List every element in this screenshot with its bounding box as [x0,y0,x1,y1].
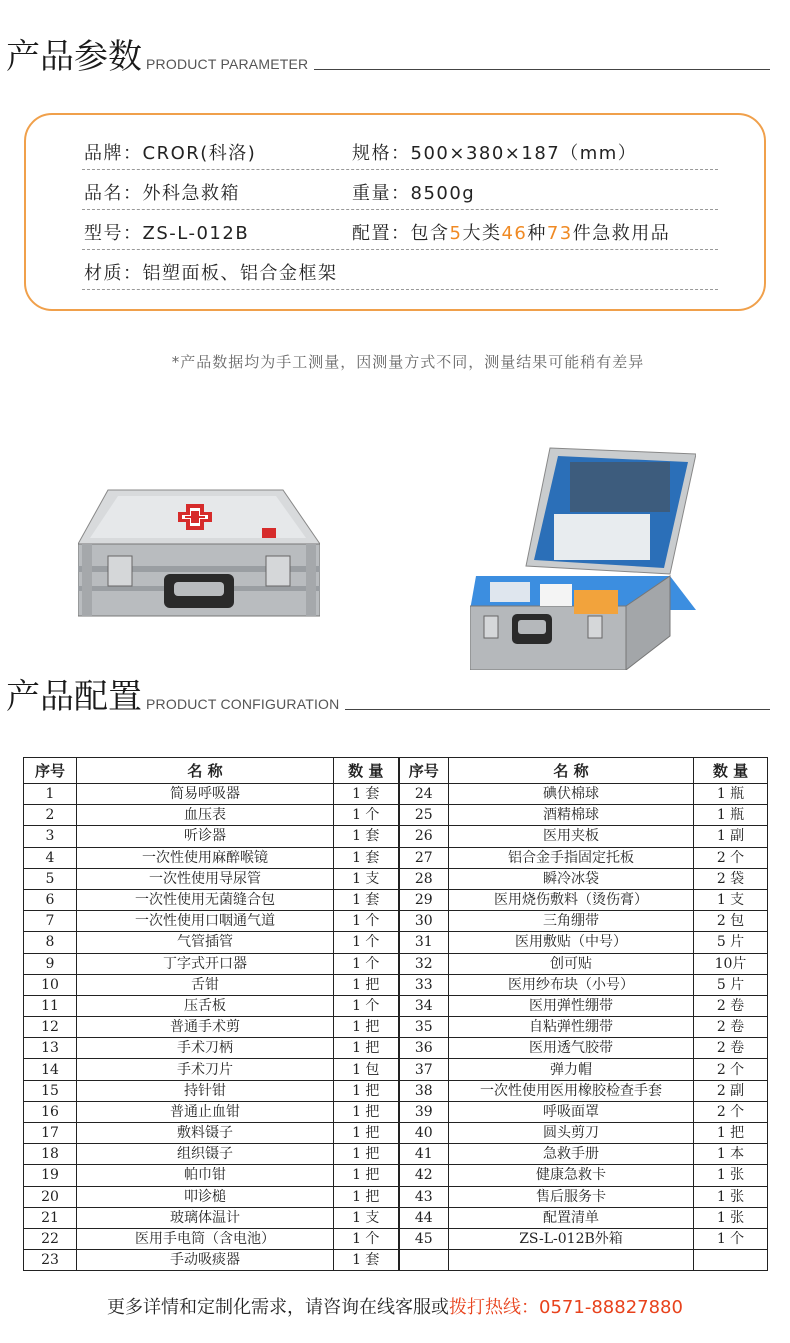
table-cell: 1 张 [694,1165,768,1186]
section-subtitle: PRODUCT PARAMETER [146,56,309,72]
table-cell: 28 [399,868,449,889]
table-cell: 健康急救卡 [449,1165,694,1186]
table-cell: 1 套 [334,826,399,847]
table-cell [399,1250,449,1271]
table-cell: 36 [399,1038,449,1059]
table-cell: 医用敷贴（中号） [449,932,694,953]
column-header: 数 量 [694,758,768,784]
table-cell: 1 把 [334,1080,399,1101]
table-row [24,1144,768,1165]
table-cell: 医用弹性绷带 [449,995,694,1016]
table-cell: 38 [399,1080,449,1101]
table-cell: 5 片 [694,932,768,953]
table-cell: 急救手册 [449,1144,694,1165]
param-name: 品名：外科急救箱 [84,183,240,204]
table-cell: 玻璃体温计 [77,1207,334,1228]
table-cell: 压舌板 [77,995,334,1016]
table-cell: 医用夹板 [449,826,694,847]
table-cell: 34 [399,995,449,1016]
measurement-note: *产品数据均为手工测量，因测量方式不同，测量结果可能稍有差异 [171,353,645,371]
table-row [24,1101,768,1122]
column-header: 数 量 [334,758,399,784]
table-cell: 1 把 [334,1123,399,1144]
table-row [24,1038,768,1059]
table-cell: 组织镊子 [77,1144,334,1165]
column-header: 序号 [399,758,449,784]
table-row [24,826,768,847]
table-cell: 6 [24,889,77,910]
column-header: 名 称 [77,758,334,784]
table-cell: 敷料镊子 [77,1123,334,1144]
table-row [24,847,768,868]
table-cell: 手术刀片 [77,1059,334,1080]
table-cell: 23 [24,1250,77,1271]
table-cell: 1 个 [334,1228,399,1249]
table-cell: 2 卷 [694,995,768,1016]
table-cell: 22 [24,1228,77,1249]
table-cell: 10片 [694,953,768,974]
table-cell: 1 包 [334,1059,399,1080]
table-cell: 叩诊槌 [77,1186,334,1207]
hotline-text: 拨打热线：0571-88827880 [449,1297,683,1318]
table-cell: 25 [399,805,449,826]
table-cell: 5 [24,868,77,889]
column-header: 名 称 [449,758,694,784]
table-cell: 普通止血钳 [77,1101,334,1122]
table-row [24,1250,768,1271]
table-row [24,805,768,826]
table-row [24,1186,768,1207]
table-cell: 1 套 [334,784,399,805]
section-title: 产品配置 [6,677,142,717]
table-cell: 手动吸痰器 [77,1250,334,1271]
table-cell: 12 [24,1017,77,1038]
table-cell [694,1250,768,1271]
table-cell: 2 包 [694,911,768,932]
table-cell: ZS-L-012B外箱 [449,1228,694,1249]
table-cell: 一次性使用麻醉喉镜 [77,847,334,868]
table-row [24,911,768,932]
table-cell: 一次性使用医用橡胶检查手套 [449,1080,694,1101]
divider [345,709,770,710]
open-case-image [470,440,696,670]
table-row [24,1123,768,1144]
table-cell: 持针钳 [77,1080,334,1101]
table-cell: 1 把 [334,1101,399,1122]
table-cell: 1 副 [694,826,768,847]
table-cell: 创可贴 [449,953,694,974]
table-cell: 1 个 [334,911,399,932]
table-cell: 30 [399,911,449,932]
table-row [24,1080,768,1101]
table-cell: 1 个 [334,805,399,826]
table-cell: 帕巾钳 [77,1165,334,1186]
table-cell: 1 支 [334,868,399,889]
table-cell: 呼吸面罩 [449,1101,694,1122]
table-cell: 医用纱布块（小号） [449,974,694,995]
table-cell: 26 [399,826,449,847]
table-cell: 三角绷带 [449,911,694,932]
table-row [24,784,768,805]
table-cell: 24 [399,784,449,805]
table-cell: 舌钳 [77,974,334,995]
table-cell: 32 [399,953,449,974]
table-cell: 1 个 [334,953,399,974]
table-cell: 16 [24,1101,77,1122]
configuration-table [23,757,768,1271]
table-cell: 简易呼吸器 [77,784,334,805]
table-cell: 1 把 [334,1186,399,1207]
param-row [82,130,718,170]
table-cell: 27 [399,847,449,868]
table-cell: 13 [24,1038,77,1059]
divider [314,69,770,70]
table-row [24,868,768,889]
table-cell: 手术刀柄 [77,1038,334,1059]
section-title: 产品参数 [6,37,142,77]
table-header-row [24,758,768,784]
param-row [82,210,718,250]
table-cell: 11 [24,995,77,1016]
table-cell: 1 套 [334,1250,399,1271]
table-row [24,995,768,1016]
table-cell: 5 片 [694,974,768,995]
table-cell: 20 [24,1186,77,1207]
table-cell: 1 张 [694,1186,768,1207]
table-cell: 31 [399,932,449,953]
table-cell: 1 个 [334,995,399,1016]
table-cell: 气管插管 [77,932,334,953]
table-row [24,974,768,995]
table-cell: 2 副 [694,1080,768,1101]
table-cell: 酒精棉球 [449,805,694,826]
table-cell: 1 个 [334,932,399,953]
section-subtitle: PRODUCT CONFIGURATION [146,696,340,712]
table-cell: 配置清单 [449,1207,694,1228]
table-cell: 42 [399,1165,449,1186]
table-cell: 39 [399,1101,449,1122]
table-cell: 8 [24,932,77,953]
param-row [82,170,718,210]
table-cell: 瞬冷冰袋 [449,868,694,889]
table-cell: 医用手电筒（含电池） [77,1228,334,1249]
param-brand: 品牌：CROR(科洛) [84,143,257,164]
table-cell: 45 [399,1228,449,1249]
table-row [24,1207,768,1228]
param-weight: 重量：8500g [352,183,476,204]
table-cell: 43 [399,1186,449,1207]
table-cell: 一次性使用无菌缝合包 [77,889,334,910]
table-cell: 41 [399,1144,449,1165]
table-cell: 7 [24,911,77,932]
table-row [24,932,768,953]
table-cell: 1 支 [334,1207,399,1228]
table-cell: 1 把 [334,1038,399,1059]
table-cell: 弹力帽 [449,1059,694,1080]
table-cell: 1 个 [694,1228,768,1249]
table-cell: 1 把 [334,1165,399,1186]
table-cell: 2 [24,805,77,826]
table-row [24,1059,768,1080]
footer-text: 更多详情和定制化需求，请咨询在线客服或 [107,1297,450,1318]
table-cell: 33 [399,974,449,995]
table-cell: 医用烧伤敷料（烫伤膏） [449,889,694,910]
table-cell: 9 [24,953,77,974]
table-cell: 1 [24,784,77,805]
table-cell: 44 [399,1207,449,1228]
table-cell: 售后服务卡 [449,1186,694,1207]
table-cell: 40 [399,1123,449,1144]
table-row [24,889,768,910]
table-cell: 2 个 [694,1059,768,1080]
table-cell: 碘伏棉球 [449,784,694,805]
table-cell: 10 [24,974,77,995]
table-cell: 2 卷 [694,1017,768,1038]
table-cell: 2 卷 [694,1038,768,1059]
table-cell: 1 瓶 [694,805,768,826]
param-model: 型号：ZS-L-012B [84,223,250,244]
table-cell: 圆头剪刀 [449,1123,694,1144]
column-header: 序号 [24,758,77,784]
closed-case-image [78,482,320,622]
table-cell: 听诊器 [77,826,334,847]
table-cell: 1 本 [694,1144,768,1165]
table-cell: 一次性使用口咽通气道 [77,911,334,932]
table-row [24,1228,768,1249]
table-cell: 14 [24,1059,77,1080]
table-cell: 1 张 [694,1207,768,1228]
table-cell: 医用透气胶带 [449,1038,694,1059]
table-cell: 15 [24,1080,77,1101]
table-cell: 自粘弹性绷带 [449,1017,694,1038]
table-cell: 铝合金手指固定托板 [449,847,694,868]
table-cell: 1 支 [694,889,768,910]
table-cell: 3 [24,826,77,847]
table-cell: 37 [399,1059,449,1080]
table-cell: 普通手术剪 [77,1017,334,1038]
table-cell: 1 套 [334,889,399,910]
table-cell: 1 把 [334,1017,399,1038]
table-cell: 1 瓶 [694,784,768,805]
table-cell: 21 [24,1207,77,1228]
section-header-configuration [6,677,770,717]
table-cell: 18 [24,1144,77,1165]
footer-contact [0,1293,790,1319]
table-cell: 17 [24,1123,77,1144]
table-cell: 2 个 [694,1101,768,1122]
table-cell: 19 [24,1165,77,1186]
table-cell: 1 把 [334,1144,399,1165]
table-cell: 2 个 [694,847,768,868]
table-cell: 2 袋 [694,868,768,889]
table-cell: 35 [399,1017,449,1038]
table-cell: 29 [399,889,449,910]
table-cell: 4 [24,847,77,868]
section-header-parameter [6,37,770,77]
table-row [24,1017,768,1038]
table-cell: 1 把 [694,1123,768,1144]
param-material: 材质：铝塑面板、铝合金框架 [84,263,338,284]
param-size: 规格：500×380×187（mm） [352,143,638,164]
table-cell [449,1250,694,1271]
table-row [24,1165,768,1186]
table-cell: 一次性使用导尿管 [77,868,334,889]
param-config: 配置：包含5大类46种73件急救用品 [352,223,671,244]
table-cell: 1 把 [334,974,399,995]
table-cell: 血压表 [77,805,334,826]
param-row [82,250,718,290]
table-row [24,953,768,974]
table-cell: 1 套 [334,847,399,868]
table-cell: 丁字式开口器 [77,953,334,974]
